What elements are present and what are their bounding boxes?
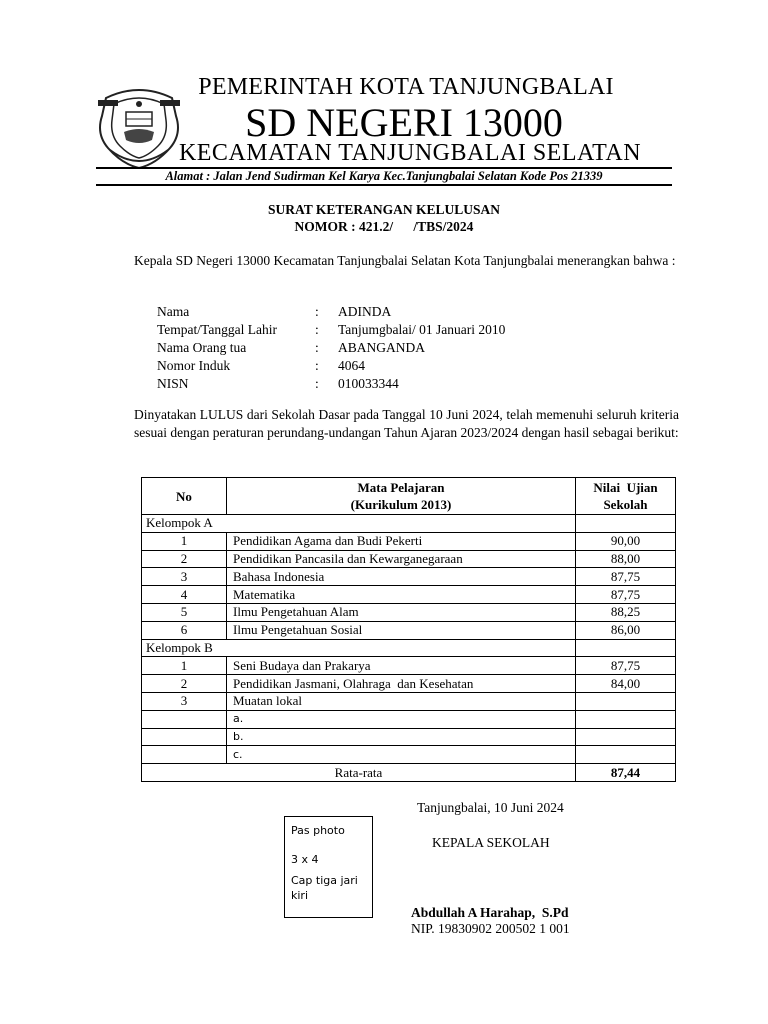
row-subject: Pendidikan Agama dan Budi Pekerti xyxy=(227,532,576,550)
row-no: 1 xyxy=(142,657,227,675)
student-info xyxy=(157,303,557,393)
average-label: Rata-rata xyxy=(142,764,576,782)
row-score xyxy=(576,746,676,764)
table-row xyxy=(142,603,676,621)
info-row-birth xyxy=(157,321,557,339)
photo-box-line3: Cap tiga jari kiri xyxy=(291,874,358,902)
info-row-parent xyxy=(157,339,557,357)
row-no: 4 xyxy=(142,586,227,604)
signature-name: Abdullah A Harahap, S.Pd xyxy=(411,905,569,920)
row-subject: Bahasa Indonesia xyxy=(227,568,576,586)
group-row-a xyxy=(142,515,676,533)
table-row xyxy=(142,568,676,586)
row-score: 86,00 xyxy=(576,621,676,639)
row-score xyxy=(576,710,676,728)
info-value: 4064 xyxy=(338,358,365,373)
intro-paragraph: Kepala SD Negeri 13000 Kecamatan Tanjungbalai Selatan Kota Tanjungbalai menerangkan bahwa : xyxy=(134,253,676,268)
info-label: NISN xyxy=(157,376,189,391)
header-subject-line1: Mata Pelajaran xyxy=(357,480,445,495)
info-separator: : xyxy=(315,340,319,355)
row-score: 90,00 xyxy=(576,532,676,550)
header-subject xyxy=(227,478,576,515)
row-score: 88,00 xyxy=(576,550,676,568)
table-row xyxy=(142,675,676,693)
row-subject: Muatan lokal xyxy=(227,692,576,710)
info-value: ADINDA xyxy=(338,304,392,319)
row-subject: Pendidikan Jasmani, Olahraga dan Kesehatan xyxy=(227,675,576,693)
header-subject-line2: (Kurikulum 2013) xyxy=(350,497,452,512)
document-title: SURAT KETERANGAN KELULUSAN xyxy=(267,202,501,217)
table-row xyxy=(142,621,676,639)
row-score: 84,00 xyxy=(576,675,676,693)
info-label: Nomor Induk xyxy=(157,358,231,373)
header-score-line2: Sekolah xyxy=(603,497,648,512)
header-no: No xyxy=(142,478,227,515)
document-title-block xyxy=(0,201,768,235)
info-row-nisn xyxy=(157,375,557,393)
info-separator: : xyxy=(315,322,319,337)
header-score xyxy=(576,478,676,515)
row-no: 3 xyxy=(142,568,227,586)
info-label: Tempat/Tanggal Lahir xyxy=(157,322,277,337)
row-no xyxy=(142,710,227,728)
info-separator: : xyxy=(315,376,319,391)
row-no: 3 xyxy=(142,692,227,710)
info-separator: : xyxy=(315,304,319,319)
row-score: 87,75 xyxy=(576,657,676,675)
row-no: 1 xyxy=(142,532,227,550)
row-subject: a. xyxy=(227,710,576,728)
row-no: 6 xyxy=(142,621,227,639)
row-no: 2 xyxy=(142,675,227,693)
row-score: 87,75 xyxy=(576,586,676,604)
government-heading: PEMERINTAH KOTA TANJUNGBALAI xyxy=(198,74,614,100)
group-row-b xyxy=(142,639,676,657)
row-no xyxy=(142,728,227,746)
signature-nip: NIP. 19830902 200502 1 001 xyxy=(411,921,570,936)
table-row xyxy=(142,710,676,728)
school-address: Alamat : Jalan Jend Sudirman Kel Karya Kec.Tanjungbalai Selatan Kode Pos 21339 xyxy=(165,169,603,183)
row-subject: Seni Budaya dan Prakarya xyxy=(227,657,576,675)
document-number: NOMOR : 421.2/ /TBS/2024 xyxy=(294,219,474,234)
row-no xyxy=(142,746,227,764)
photo-box-line2: 3 x 4 xyxy=(291,853,319,866)
row-subject: c. xyxy=(227,746,576,764)
row-subject: b. xyxy=(227,728,576,746)
signature-position: KEPALA SEKOLAH xyxy=(432,835,550,850)
row-score xyxy=(576,728,676,746)
row-no: 5 xyxy=(142,603,227,621)
row-subject: Ilmu Pengetahuan Alam xyxy=(227,603,576,621)
row-no: 2 xyxy=(142,550,227,568)
info-row-name xyxy=(157,303,557,321)
row-score xyxy=(576,692,676,710)
row-subject: Pendidikan Pancasila dan Kewarganegaraan xyxy=(227,550,576,568)
header-rule-bottom xyxy=(96,184,672,186)
table-row xyxy=(142,728,676,746)
group-label-b: Kelompok B xyxy=(142,639,576,657)
table-row xyxy=(142,657,676,675)
info-value: ABANGANDA xyxy=(338,340,425,355)
table-row xyxy=(142,586,676,604)
info-label: Nama xyxy=(157,304,190,319)
table-row xyxy=(142,692,676,710)
school-name-heading: SD NEGERI 13000 xyxy=(245,100,563,145)
row-score: 88,25 xyxy=(576,603,676,621)
table-row xyxy=(142,746,676,764)
average-row xyxy=(142,764,676,782)
signature-place-date: Tanjungbalai, 10 Juni 2024 xyxy=(417,800,564,815)
table-header-row xyxy=(142,478,676,515)
grades-table xyxy=(141,477,676,782)
info-value: Tanjumgbalai/ 01 Januari 2010 xyxy=(338,322,506,337)
row-subject: Matematika xyxy=(227,586,576,604)
info-row-student-number xyxy=(157,357,557,375)
photo-box xyxy=(284,816,373,918)
info-label: Nama Orang tua xyxy=(157,340,247,355)
photo-box-line1: Pas photo xyxy=(291,824,345,837)
district-heading: KECAMATAN TANJUNGBALAI SELATAN xyxy=(178,140,642,166)
average-value: 87,44 xyxy=(576,764,676,782)
info-value: 010033344 xyxy=(338,376,399,391)
table-row xyxy=(142,550,676,568)
table-row xyxy=(142,532,676,550)
statement-paragraph: Dinyatakan LULUS dari Sekolah Dasar pada Tanggal 10 Juni 2024, telah memenuhi seluruh kriteria sesuai dengan peraturan perundang-undangan Tahun Ajaran 2023/2024 dengan hasil sebagai berikut: xyxy=(134,407,679,440)
row-subject: Ilmu Pengetahuan Sosial xyxy=(227,621,576,639)
group-label-a: Kelompok A xyxy=(142,515,576,533)
info-separator: : xyxy=(315,358,319,373)
header-score-line1: Nilai Ujian xyxy=(593,480,658,495)
row-score: 87,75 xyxy=(576,568,676,586)
